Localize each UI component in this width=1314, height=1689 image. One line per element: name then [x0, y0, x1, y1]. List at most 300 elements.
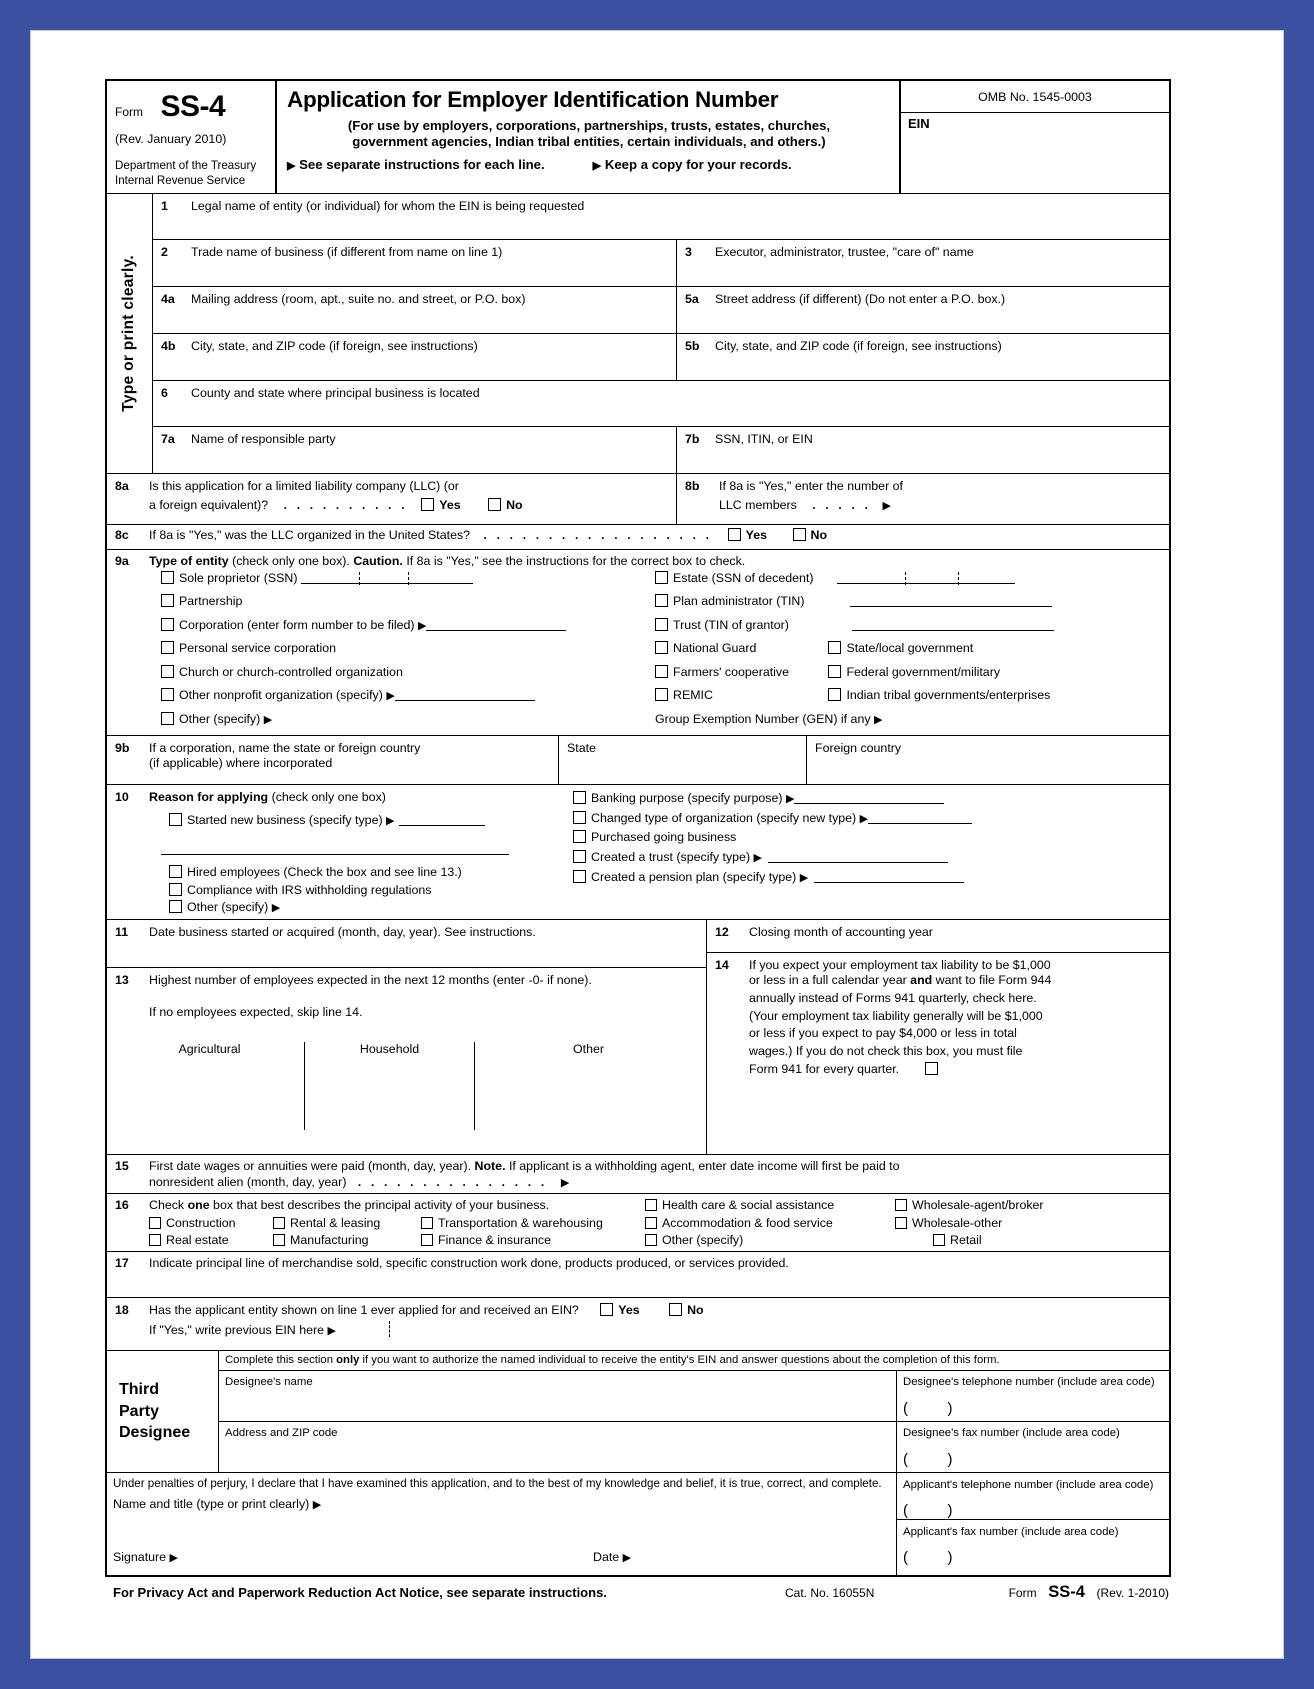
- line-16-heading: [115, 1198, 645, 1213]
- ein-label: EIN: [908, 115, 930, 131]
- entity-option-trust[interactable]: [655, 618, 1169, 642]
- footer-form-rev: (Rev. 1-2010): [1096, 1586, 1169, 1601]
- footer-form-word: Form: [1008, 1586, 1037, 1601]
- ein-field[interactable]: [901, 112, 1169, 184]
- checkbox[interactable]: [161, 618, 174, 631]
- department-line-2: Internal Revenue Service: [115, 173, 246, 187]
- line-10-label-rest: (check only one box): [271, 790, 386, 805]
- lines-12-14-right: [707, 920, 1169, 1154]
- date-field[interactable]: [593, 1550, 890, 1565]
- signature-left: [107, 1473, 897, 1575]
- line-14-line-2: [749, 972, 1165, 990]
- reason-option-started-new-business[interactable]: [115, 813, 555, 857]
- line-8c-no-label: No: [810, 527, 828, 542]
- line-8c-yes-label: Yes: [745, 527, 768, 542]
- activity-label: Other (specify): [662, 1233, 744, 1248]
- form-word: Form: [115, 105, 143, 119]
- entity-option-other[interactable]: [161, 712, 641, 736]
- paren-close: ): [947, 1501, 953, 1519]
- arrow-icon: ▶: [386, 814, 395, 827]
- entity-option-label: Sole proprietor (SSN): [179, 570, 298, 585]
- line-13-col-agricultural[interactable]: [115, 1042, 305, 1130]
- checkbox[interactable]: [655, 641, 668, 654]
- line-9b-label-cell: [107, 736, 559, 784]
- entity-option-label: Personal service corporation: [179, 641, 337, 656]
- activity-label: Real estate: [166, 1233, 229, 1248]
- line-18-yes-checkbox[interactable]: [600, 1303, 613, 1316]
- arrow-icon: ▶: [874, 713, 883, 726]
- corporation-form-number-line[interactable]: [426, 619, 566, 631]
- line-16-row-2: [115, 1216, 1165, 1231]
- entity-option-label: Partnership: [179, 594, 243, 609]
- field-line-8a-8b: [107, 473, 1169, 525]
- reason-option-label: Created a trust (specify type): [591, 849, 751, 864]
- line-8a-no-checkbox[interactable]: [488, 498, 501, 511]
- checkbox[interactable]: [573, 791, 586, 804]
- reason-option-label: Banking purpose (specify purpose): [591, 791, 783, 806]
- field-line-12[interactable]: [707, 920, 1169, 953]
- activity-label: Finance & insurance: [438, 1233, 551, 1248]
- leader-dots: . . . . . . . . . . . . . . . . . .: [483, 527, 713, 542]
- line-7b-number: 7b: [685, 431, 700, 446]
- designee-name-label: Designee's name: [225, 1376, 313, 1389]
- line-4b-number: 4b: [161, 338, 176, 353]
- header-instructions: [287, 157, 891, 173]
- line-16-opt-rental-leasing[interactable]: [273, 1216, 421, 1231]
- line-17-number: 17: [115, 1255, 129, 1270]
- line-14-line-2a: or less in a full calendar year: [749, 973, 911, 988]
- checkbox[interactable]: [573, 811, 586, 824]
- line-8a-label-line-1: Is this application for a limited liability company (LLC) (or: [149, 478, 459, 493]
- entity-option-label: Other (specify): [179, 711, 261, 726]
- line-8a-yes-checkbox[interactable]: [421, 498, 434, 511]
- line-12-number: 12: [715, 924, 729, 939]
- line-14-line-2c: want to file Form 944: [932, 973, 1052, 988]
- line-18-no-label: No: [687, 1302, 704, 1317]
- form-number: SS-4: [160, 90, 226, 123]
- field-line-8a[interactable]: [107, 474, 677, 524]
- field-line-16: [107, 1194, 1169, 1252]
- changed-type-line[interactable]: [868, 812, 972, 824]
- arrow-icon: ▶: [327, 1324, 336, 1337]
- entity-options: [107, 571, 1169, 736]
- entity-option-remic-row: [655, 688, 1169, 712]
- line-17-label: Indicate principal line of merchandise sold, specific construction work done, products produced, or services provided.: [149, 1255, 789, 1270]
- entity-option-national-guard-row: [655, 641, 1169, 665]
- reason-option-hired-employees[interactable]: [115, 865, 555, 880]
- line-14-line-5: or less if you expect to pay $4,000 or less in total: [749, 1026, 1017, 1041]
- line-16-opt-wholesale-other[interactable]: [895, 1216, 1165, 1231]
- entity-option-label: State/local government: [846, 641, 974, 656]
- omb-number: OMB No. 1545-0003: [978, 90, 1092, 104]
- group-exemption-number-label: Group Exemption Number (GEN) if any: [655, 711, 871, 726]
- line-18-number: 18: [115, 1302, 129, 1317]
- entity-option-label: Other nonprofit organization (specify): [179, 688, 383, 703]
- line-2-label: Trade name of business (if different from name on line 1): [191, 244, 503, 259]
- line-16-heading-row: [115, 1198, 1165, 1213]
- line-6-number: 6: [161, 385, 168, 400]
- ssn-segment[interactable]: [959, 572, 1015, 584]
- line-14-checkbox[interactable]: [925, 1062, 938, 1075]
- field-line-14: [707, 953, 1169, 1154]
- line-5b-label: City, state, and ZIP code (if foreign, see instructions): [715, 338, 1002, 353]
- line-18-row-2[interactable]: [115, 1321, 1165, 1338]
- entity-options-right: [641, 571, 1169, 736]
- checkbox[interactable]: [169, 900, 182, 913]
- line-14-number: 14: [715, 957, 729, 972]
- header-omb-block: [901, 81, 1169, 193]
- started-business-type-line-2[interactable]: [161, 843, 509, 855]
- checkbox[interactable]: [149, 1217, 161, 1229]
- reason-option-label: Created a pension plan (specify type): [591, 869, 797, 884]
- reason-option-created-pension-plan[interactable]: [573, 870, 1165, 885]
- line-8c-number: 8c: [115, 527, 129, 542]
- arrow-icon: ▶: [622, 1551, 632, 1564]
- entity-option-estate[interactable]: [655, 571, 1169, 595]
- field-line-4b[interactable]: [153, 334, 677, 380]
- field-line-5b[interactable]: [677, 334, 1169, 380]
- checkbox[interactable]: [645, 1234, 657, 1246]
- signature-field[interactable]: [113, 1550, 593, 1565]
- field-line-4a[interactable]: [153, 287, 677, 333]
- activity-label: Accommodation & food service: [662, 1215, 833, 1230]
- line-16-label-b: box that best describes the principal activity of your business.: [209, 1198, 550, 1213]
- field-line-8c[interactable]: [107, 525, 1169, 550]
- form-body: [105, 194, 1171, 1577]
- signature-date-row: [107, 1512, 896, 1565]
- checkbox[interactable]: [161, 712, 174, 725]
- checkbox[interactable]: [161, 665, 174, 678]
- checkbox[interactable]: [161, 571, 174, 584]
- line-8c-label: If 8a is "Yes," was the LLC organized in the United States?: [149, 527, 471, 542]
- line-16-opt-real-estate[interactable]: [149, 1233, 273, 1248]
- field-line-4a-5a: [153, 287, 1169, 334]
- line-16-opt-health-care[interactable]: [645, 1198, 895, 1213]
- checkbox[interactable]: [161, 594, 174, 607]
- entity-option-sole-proprietor[interactable]: [161, 571, 641, 595]
- field-line-2[interactable]: [153, 240, 677, 286]
- field-line-5a[interactable]: [677, 287, 1169, 333]
- field-line-2-3: [153, 240, 1169, 287]
- line-8b-answer-row: [685, 498, 1165, 513]
- field-line-4b-5b: [153, 334, 1169, 381]
- activity-label: Construction: [166, 1215, 236, 1230]
- designee-fax-parens: [903, 1451, 1169, 1469]
- arrow-icon: ▶: [882, 499, 891, 512]
- line-6-label: County and state where principal business is located: [191, 385, 480, 400]
- ssn-segment[interactable]: [906, 572, 958, 584]
- reason-option-label: Changed type of organization (specify new type): [591, 810, 857, 825]
- footer-form-identity: [935, 1583, 1171, 1602]
- line-8a-answer-row: [115, 498, 672, 513]
- line-4a-label: Mailing address (room, apt., suite no. and street, or P.O. box): [191, 291, 526, 306]
- checkbox[interactable]: [655, 594, 668, 607]
- line-9b-label-line-1: If a corporation, name the state or foreign country: [149, 741, 421, 756]
- plan-administrator-tin-line[interactable]: [850, 595, 1052, 607]
- third-party-instruction-a: Complete this section: [225, 1353, 337, 1366]
- activity-label: Manufacturing: [290, 1233, 369, 1248]
- arrow-icon: ▶: [312, 1498, 322, 1511]
- arrow-icon: ▶: [859, 812, 869, 825]
- designee-name-field[interactable]: [219, 1371, 897, 1421]
- field-line-13: [107, 968, 706, 1154]
- line-16-opt-transportation[interactable]: [421, 1216, 645, 1231]
- arrow-icon: ▶: [785, 793, 795, 806]
- form-ss4: [105, 79, 1171, 1602]
- line-18-no-checkbox[interactable]: [669, 1303, 682, 1316]
- line-14-line-6: wages.) If you do not check this box, you must file: [749, 1043, 1023, 1058]
- line-16-opt-wholesale-agent[interactable]: [895, 1198, 1165, 1213]
- arrow-icon: ▶: [386, 690, 395, 703]
- checkbox[interactable]: [828, 665, 841, 678]
- reason-option-banking-purpose[interactable]: [573, 791, 1165, 806]
- ssn-segment[interactable]: [301, 572, 359, 584]
- line-11-number: 11: [115, 924, 129, 939]
- trust-tin-line[interactable]: [852, 619, 1054, 631]
- activity-label: Wholesale-other: [912, 1215, 1003, 1230]
- form-footer: [105, 1577, 1171, 1602]
- line-16-opt-accommodation[interactable]: [645, 1216, 895, 1231]
- field-line-8b[interactable]: [677, 474, 1169, 524]
- reason-option-compliance[interactable]: [115, 883, 555, 898]
- reason-option-changed-type[interactable]: [573, 811, 1165, 826]
- type-or-print-label: Type or print clearly.: [120, 255, 138, 412]
- field-line-7b[interactable]: [677, 427, 1169, 473]
- activity-label: Transportation & warehousing: [438, 1215, 603, 1230]
- ssn-segment[interactable]: [837, 572, 905, 584]
- reason-option-other[interactable]: [115, 900, 555, 915]
- checkbox[interactable]: [828, 641, 841, 654]
- field-line-7a[interactable]: [153, 427, 677, 473]
- paren-close: ): [947, 1548, 953, 1566]
- field-line-6[interactable]: [153, 381, 1169, 427]
- form-title: Application for Employer Identification Number: [287, 87, 779, 112]
- created-trust-line[interactable]: [768, 851, 948, 863]
- line-16-opt-retail[interactable]: [895, 1233, 1165, 1248]
- checkbox[interactable]: [273, 1234, 285, 1246]
- arrow-icon: ▶: [271, 902, 281, 915]
- lines-11-14-block: [107, 920, 1169, 1155]
- arrow-icon: ▶: [169, 1551, 178, 1564]
- header-title-block: [275, 81, 901, 193]
- field-line-9a: [107, 550, 1169, 736]
- line-18-label-2: If "Yes," write previous EIN here: [149, 1322, 324, 1337]
- checkbox[interactable]: [655, 571, 668, 584]
- checkbox[interactable]: [421, 1217, 433, 1229]
- line-16-opt-construction[interactable]: [149, 1216, 273, 1231]
- checkbox[interactable]: [895, 1199, 907, 1211]
- line-3-number: 3: [685, 244, 692, 259]
- group-exemption-number-row[interactable]: [655, 712, 1169, 736]
- field-line-1[interactable]: [153, 194, 1169, 240]
- checkbox[interactable]: [933, 1234, 945, 1246]
- checkbox[interactable]: [895, 1217, 907, 1229]
- line-7a-number: 7a: [161, 431, 175, 446]
- reason-option-label: Purchased going business: [591, 830, 737, 845]
- line-9a-caution: Caution.: [353, 553, 403, 568]
- third-party-title-line-2: Party: [119, 1402, 160, 1420]
- line-14-line-3: annually instead of Forms 941 quarterly, check here.: [749, 991, 1037, 1006]
- banking-purpose-line[interactable]: [794, 792, 944, 804]
- entity-option-label: Farmers' cooperative: [673, 664, 789, 679]
- checkbox[interactable]: [573, 850, 586, 863]
- line-15-line-1b: If applicant is a withholding agent, enter date income will first be paid to: [505, 1158, 900, 1173]
- checkbox[interactable]: [573, 830, 586, 843]
- signature-section: [107, 1473, 1169, 1575]
- line-15-second-row: [115, 1175, 1165, 1190]
- line-14-line-1: If you expect your employment tax liability to be $1,000: [749, 957, 1051, 972]
- checkbox[interactable]: [169, 865, 182, 878]
- field-line-10: [107, 785, 1169, 920]
- paren-open: (: [903, 1450, 908, 1468]
- entity-option-label: Indian tribal governments/enterprises: [846, 688, 1051, 703]
- field-line-11[interactable]: [107, 920, 706, 968]
- line-10-left: [107, 785, 559, 919]
- line-18-row-1: [115, 1303, 1165, 1318]
- form-subtitle: [287, 118, 891, 151]
- lines-11-13-left: [107, 920, 707, 1154]
- paren-close: ): [947, 1450, 953, 1468]
- entity-option-personal-service-corporation[interactable]: [161, 641, 641, 665]
- checkbox[interactable]: [421, 1234, 433, 1246]
- field-line-15[interactable]: [107, 1155, 1169, 1194]
- applicant-fax-field[interactable]: [897, 1520, 1169, 1575]
- leader-dots: . . . . . . . . . .: [283, 497, 408, 512]
- started-business-type-line[interactable]: [399, 814, 485, 826]
- line-8a-label-line-2: a foreign equivalent)?: [149, 497, 269, 512]
- line-18-yes-label: Yes: [618, 1302, 640, 1317]
- catalog-number: Cat. No. 16055N: [785, 1585, 875, 1600]
- signature-label: Signature: [113, 1549, 167, 1564]
- line-13-label-line-2: If no employees expected, skip line 14.: [149, 1005, 363, 1020]
- line-14-line-7-row: [749, 1061, 1165, 1079]
- created-pension-plan-line[interactable]: [814, 871, 964, 883]
- line-1-number: 1: [161, 198, 168, 213]
- entity-option-label: Estate (SSN of decedent): [673, 570, 814, 585]
- checkbox[interactable]: [161, 641, 174, 654]
- designee-address-field[interactable]: [219, 1422, 897, 1472]
- document-paper: [30, 30, 1284, 1659]
- entity-option-label: Plan administrator (TIN): [673, 594, 805, 609]
- field-line-17[interactable]: [107, 1252, 1169, 1298]
- leader-dots: . . . . . . . . . . . . . . .: [357, 1175, 548, 1190]
- applicant-fax-parens: [903, 1549, 1169, 1567]
- checkbox[interactable]: [655, 688, 668, 701]
- checkbox[interactable]: [655, 618, 668, 631]
- line-9b-label-line-2: (if applicable) where incorporated: [149, 755, 333, 770]
- ssn-segment[interactable]: [409, 572, 473, 584]
- instruction-keep-copy-label: Keep a copy for your records.: [604, 157, 792, 173]
- field-line-3[interactable]: [677, 240, 1169, 286]
- field-line-9b-foreign-country[interactable]: [807, 736, 1169, 784]
- activity-label: Wholesale-agent/broker: [912, 1198, 1044, 1213]
- line-10-number: 10: [115, 790, 129, 805]
- reason-option-label: Other (specify): [187, 900, 269, 915]
- line-16-opt-finance-insurance[interactable]: [421, 1233, 645, 1248]
- third-party-designee-section: [107, 1351, 1169, 1473]
- checkbox[interactable]: [655, 665, 668, 678]
- applicant-fax-label: Applicant's fax number (include area code): [903, 1526, 1119, 1539]
- ssn-segment[interactable]: [360, 572, 408, 584]
- activity-label: Health care & social assistance: [662, 1198, 835, 1213]
- arrow-icon: ▶: [287, 160, 296, 173]
- line-14-body: [715, 972, 1165, 1078]
- checkbox[interactable]: [161, 688, 174, 701]
- checkbox[interactable]: [149, 1234, 161, 1246]
- line-9a-number: 9a: [115, 553, 129, 568]
- entity-option-label: Corporation (enter form number to be filed): [179, 617, 415, 632]
- line-5b-number: 5b: [685, 338, 700, 353]
- line-13-col-household[interactable]: [305, 1042, 475, 1130]
- line-8b-label-line-2: LLC members: [719, 497, 797, 512]
- reason-option-created-trust[interactable]: [573, 850, 1165, 865]
- field-line-18: [107, 1298, 1169, 1351]
- line-14-line-7: Form 941 for every quarter.: [749, 1061, 900, 1076]
- privacy-act-notice: For Privacy Act and Paperwork Reduction Act Notice, see separate instructions.: [113, 1585, 607, 1601]
- entity-option-plan-administrator[interactable]: [655, 594, 1169, 618]
- applicant-phone-label: Applicant's telephone number (include area code): [903, 1479, 1154, 1492]
- designee-address-label: Address and ZIP code: [225, 1427, 338, 1440]
- form-label-row: [115, 89, 269, 124]
- field-line-7a-7b: [153, 427, 1169, 473]
- date-label: Date: [593, 1549, 620, 1564]
- checkbox[interactable]: [645, 1199, 657, 1211]
- line-13-col-other[interactable]: [475, 1042, 702, 1130]
- line-16-opt-manufacturing[interactable]: [273, 1233, 421, 1248]
- checkbox[interactable]: [645, 1217, 657, 1229]
- line-3-label: Executor, administrator, trustee, "care of" name: [715, 244, 974, 259]
- entity-option-corporation[interactable]: [161, 618, 641, 642]
- line-15-number: 15: [115, 1158, 129, 1173]
- line-16-opt-other[interactable]: [645, 1233, 895, 1248]
- checkbox[interactable]: [169, 813, 182, 826]
- line-10-right: [559, 785, 1169, 919]
- line-12-label: Closing month of accounting year: [749, 924, 933, 939]
- perjury-statement: Under penalties of perjury, I declare that I have examined this application, and to the best of my knowledge and belief, it is true, correct, and complete.: [113, 1477, 882, 1491]
- line-13-columns: [115, 1042, 702, 1130]
- reason-option-purchased-going-business[interactable]: [573, 830, 1165, 845]
- instruction-see-separate-label: See separate instructions for each line.: [299, 157, 545, 173]
- arrow-icon: ▶: [592, 160, 602, 173]
- line-16-row-3: [115, 1233, 1165, 1248]
- entity-option-partnership[interactable]: [161, 594, 641, 618]
- line-8a-number: 8a: [115, 478, 129, 493]
- name-title-field[interactable]: [107, 1493, 896, 1512]
- checkbox[interactable]: [273, 1217, 285, 1229]
- line-15-line-1a: First date wages or annuities were paid (month, day, year).: [149, 1158, 475, 1173]
- designee-phone-field[interactable]: [897, 1371, 1169, 1421]
- checkbox[interactable]: [828, 688, 841, 701]
- reason-option-label: Hired employees (Check the box and see line 13.): [187, 864, 462, 879]
- third-party-instruction-b: if you want to authorize the named individual to receive the entity's EIN and answer questions about the completion of this form.: [359, 1353, 1000, 1366]
- line-8c-yes-checkbox[interactable]: [728, 528, 741, 541]
- checkbox[interactable]: [169, 883, 182, 896]
- paren-open: (: [903, 1399, 908, 1417]
- applicant-phone-field[interactable]: [897, 1473, 1169, 1520]
- entity-option-church[interactable]: [161, 665, 641, 689]
- other-nonprofit-specify-line[interactable]: [395, 689, 535, 701]
- checkbox[interactable]: [573, 870, 586, 883]
- designee-fax-field[interactable]: [897, 1422, 1169, 1472]
- line-8c-no-checkbox[interactable]: [793, 528, 806, 541]
- line-13-label-line-1: Highest number of employees expected in the next 12 months (enter -0- if none).: [149, 972, 592, 987]
- line-7b-label: SSN, ITIN, or EIN: [715, 431, 813, 446]
- arrow-icon: ▶: [753, 851, 762, 864]
- line-9b-number: 9b: [115, 741, 130, 756]
- field-line-9b-state[interactable]: [559, 736, 807, 784]
- lines-1-7-content: [153, 194, 1169, 473]
- entity-option-other-nonprofit[interactable]: [161, 688, 641, 712]
